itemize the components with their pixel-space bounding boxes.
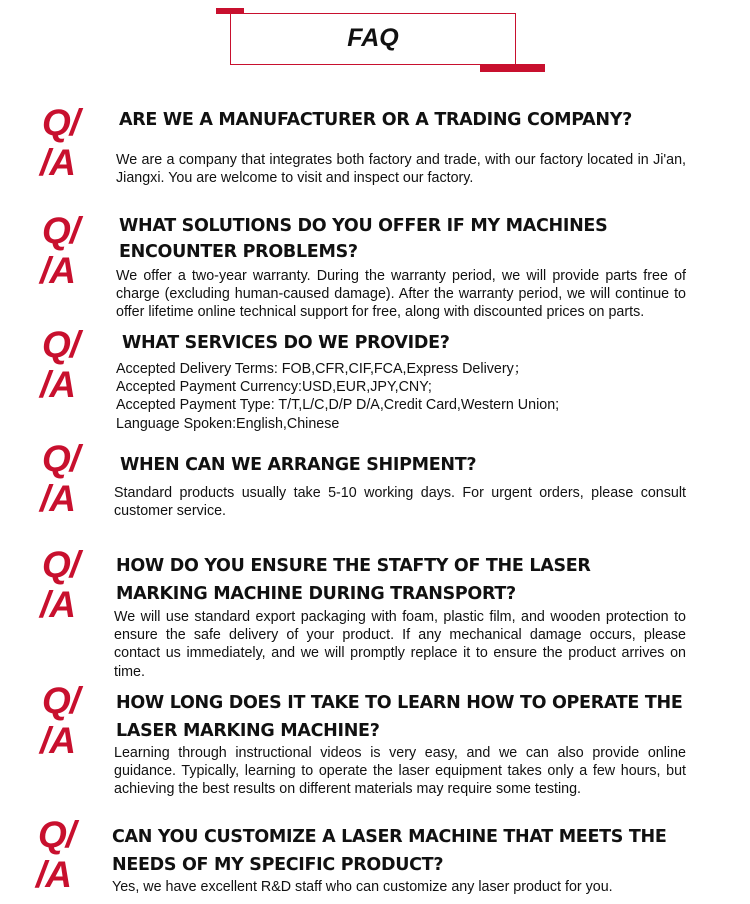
qa-mark bbox=[38, 212, 98, 292]
qa-mark bbox=[38, 546, 98, 626]
faq-answer: We will use standard export packaging with foam, plastic film, and wooden protection to ensure the safe delivery of your product. If any mechanical damage occurs, please contact us immediately, and we will promptly replace it to ensure the product arrives on time. bbox=[114, 609, 686, 680]
a-mark: /A bbox=[36, 854, 71, 895]
header-accent-bottom bbox=[480, 64, 545, 72]
faq-answer: We offer a two-year warranty. During the warranty period, we will provide parts free of charge (excluding human-caused damage). After the warranty period, we will continue to offer lifetime online technical support for free, along with discounted prices on parts. bbox=[116, 268, 686, 321]
q-mark: Q/ bbox=[42, 210, 80, 251]
answer-line: Accepted Payment Type: T/T,L/C,D/P D/A,Credit Card,Western Union; bbox=[116, 397, 560, 414]
faq-answer bbox=[116, 360, 716, 433]
qa-mark bbox=[38, 326, 98, 406]
a-mark: /A bbox=[40, 364, 75, 405]
a-mark: /A bbox=[40, 250, 75, 291]
faq-question: CAN YOU CUSTOMIZE A LASER MACHINE THAT MEETS THE NEEDS OF MY SPECIFIC PRODUCT? bbox=[112, 827, 667, 875]
a-mark: /A bbox=[40, 584, 75, 625]
page-title: FAQ bbox=[347, 24, 399, 52]
q-mark: Q/ bbox=[42, 324, 80, 365]
q-mark: Q/ bbox=[42, 102, 80, 143]
answer-line: Accepted Delivery Terms: FOB,CFR,CIF,FCA,Express Delivery； bbox=[116, 361, 529, 377]
a-mark: /A bbox=[40, 720, 75, 761]
q-mark: Q/ bbox=[38, 814, 76, 855]
a-mark: /A bbox=[40, 478, 75, 519]
q-mark: Q/ bbox=[42, 544, 80, 585]
q-mark: Q/ bbox=[42, 680, 80, 721]
faq-question: HOW DO YOU ENSURE THE STAFTY OF THE LASER MARKING MACHINE DURING TRANSPORT? bbox=[116, 556, 591, 604]
answer-line: Accepted Payment Currency:USD,EUR,JPY,CNY; bbox=[116, 379, 432, 396]
faq-answer: Standard products usually take 5-10 working days. For urgent orders, please consult customer service. bbox=[114, 485, 686, 520]
q-mark: Q/ bbox=[42, 438, 80, 479]
faq-header bbox=[0, 0, 750, 80]
faq-answer: We are a company that integrates both factory and trade, with our factory located in Ji'an, Jiangxi. You are welcome to visit and inspect our factory. bbox=[116, 152, 686, 187]
qa-mark bbox=[38, 104, 98, 184]
qa-mark bbox=[34, 816, 94, 896]
answer-line: Language Spoken:English,Chinese bbox=[116, 415, 340, 432]
qa-mark bbox=[38, 440, 98, 520]
header-accent-top bbox=[216, 8, 244, 14]
faq-question: HOW LONG DOES IT TAKE TO LEARN HOW TO OPERATE THE LASER MARKING MACHINE? bbox=[116, 693, 683, 741]
faq-question: ARE WE A MANUFACTURER OR A TRADING COMPANY? bbox=[119, 110, 632, 130]
faq-question: WHAT SERVICES DO WE PROVIDE? bbox=[122, 333, 450, 353]
faq-question: WHEN CAN WE ARRANGE SHIPMENT? bbox=[120, 455, 477, 475]
faq-answer: Learning through instructional videos is very easy, and we can also provide online guidance. Typically, learning to operate the laser equipment takes only a few hours, but achieving the best results on different materials may require some testing. bbox=[114, 745, 686, 798]
qa-mark bbox=[38, 682, 98, 762]
a-mark: /A bbox=[40, 142, 75, 183]
faq-answer: Yes, we have excellent R&D staff who can customize any laser product for you. bbox=[112, 879, 613, 895]
faq-question: WHAT SOLUTIONS DO YOU OFFER IF MY MACHINES ENCOUNTER PROBLEMS? bbox=[119, 216, 608, 262]
